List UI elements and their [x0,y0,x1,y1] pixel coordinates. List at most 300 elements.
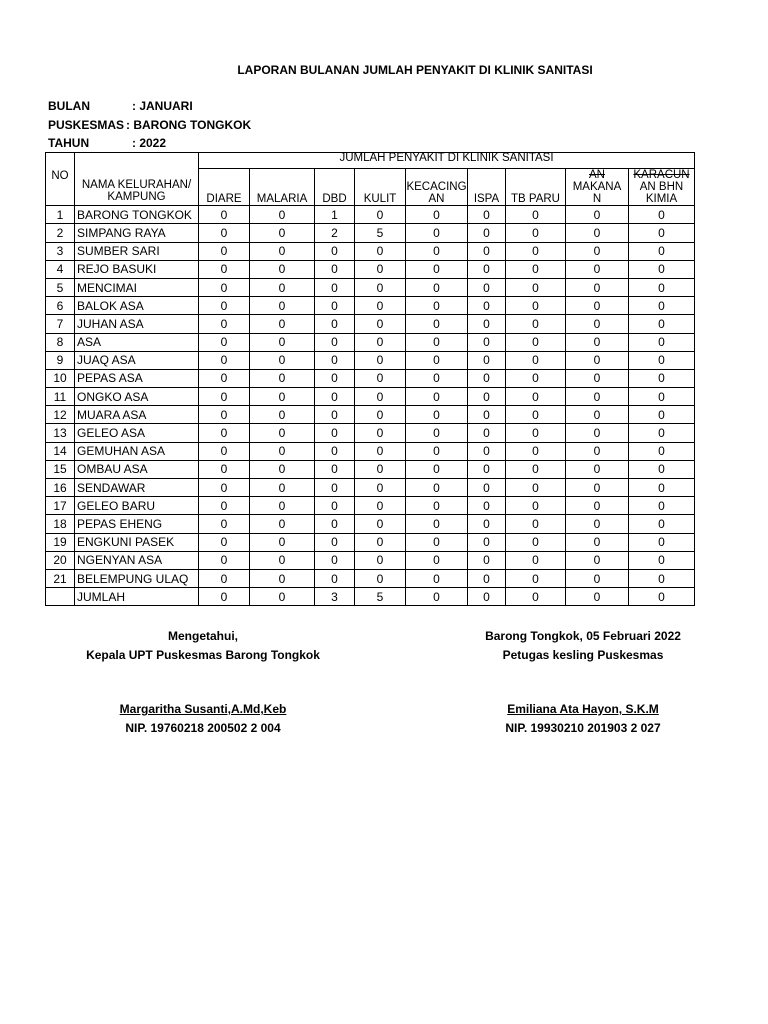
cell-diare: 0 [199,406,250,424]
row-no: 7 [46,315,75,333]
bulan-value: : JANUARI [132,99,193,113]
cell-diare: 0 [199,551,250,569]
cell-ispa: 0 [468,388,506,406]
cell-tbparu: 0 [506,406,566,424]
cell-kulit: 0 [355,260,406,278]
cell-dbd: 0 [315,406,355,424]
cell-dbd: 0 [315,388,355,406]
cell-kecacingan: 0 [406,260,468,278]
sig-right-line2: Petugas kesling Puskesmas [502,648,664,662]
cell-keracunan-makanan: 0 [566,242,629,260]
cell-malaria: 0 [250,260,315,278]
cell-keracunan-makanan: 0 [566,533,629,551]
row-name: ASA [75,333,199,351]
row-no: 5 [46,278,75,296]
row-name: BARONG TONGKOK [75,206,199,224]
total-keracunan-makanan: 0 [566,588,629,606]
table-row [46,224,695,242]
cell-keracunan-kimia: 0 [629,333,695,351]
cell-diare: 0 [199,297,250,315]
cell-keracunan-kimia: 0 [629,515,695,533]
row-no: 19 [46,533,75,551]
cell-ispa: 0 [468,569,506,587]
total-diare: 0 [199,588,250,606]
cell-keracunan-makanan: 0 [566,569,629,587]
cell-keracunan-makanan: 0 [566,315,629,333]
cell-keracunan-kimia: 0 [629,406,695,424]
cell-keracunan-makanan: 0 [566,278,629,296]
cell-keracunan-kimia: 0 [629,260,695,278]
total-keracunan-kimia: 0 [629,588,695,606]
cell-kecacingan: 0 [406,242,468,260]
cell-diare: 0 [199,206,250,224]
row-no: 9 [46,351,75,369]
cell-keracunan-kimia: 0 [629,388,695,406]
row-no: 2 [46,224,75,242]
row-no: 16 [46,479,75,497]
cell-diare: 0 [199,460,250,478]
cell-kecacingan: 0 [406,460,468,478]
cell-tbparu: 0 [506,224,566,242]
cell-kulit: 0 [355,533,406,551]
cell-ispa: 0 [468,224,506,242]
cell-kulit: 0 [355,315,406,333]
cell-keracunan-kimia: 0 [629,206,695,224]
col-kecacingan [406,169,468,206]
cell-malaria: 0 [250,479,315,497]
col-keracunan-kimia [629,169,695,206]
row-no: 14 [46,442,75,460]
cell-tbparu: 0 [506,297,566,315]
cell-dbd: 0 [315,369,355,387]
disease-table [45,152,695,606]
cell-malaria: 0 [250,297,315,315]
cell-keracunan-kimia: 0 [629,533,695,551]
cell-ispa: 0 [468,206,506,224]
cell-keracunan-makanan: 0 [566,497,629,515]
row-no: 12 [46,406,75,424]
col-tbparu: TB PARU [506,169,566,206]
cell-dbd: 0 [315,333,355,351]
cell-tbparu: 0 [506,242,566,260]
cell-kulit: 0 [355,424,406,442]
row-no: 6 [46,297,75,315]
cell-keracunan-makanan: 0 [566,515,629,533]
cell-malaria: 0 [250,351,315,369]
col-kecacingan-line2: AN [428,193,445,206]
table-row [46,533,695,551]
row-no: 4 [46,260,75,278]
row-name: ONGKO ASA [75,388,199,406]
cell-keracunan-makanan: 0 [566,460,629,478]
sig-left-name [78,702,328,716]
cell-ispa: 0 [468,242,506,260]
cell-tbparu: 0 [506,278,566,296]
sig-left-nip: NIP. 19760218 200502 2 004 [125,721,281,735]
table-row [46,406,695,424]
table-row [46,278,695,296]
cell-kulit: 0 [355,206,406,224]
cell-malaria: 0 [250,551,315,569]
cell-kulit: 0 [355,551,406,569]
total-kulit: 5 [355,588,406,606]
col-makanan-line1: AN [589,169,605,181]
cell-kecacingan: 0 [406,206,468,224]
cell-keracunan-kimia: 0 [629,424,695,442]
row-no: 10 [46,369,75,387]
cell-kecacingan: 0 [406,351,468,369]
cell-malaria: 0 [250,515,315,533]
col-dbd: DBD [315,169,355,206]
cell-diare: 0 [199,333,250,351]
row-name: MENCIMAI [75,278,199,296]
cell-malaria: 0 [250,533,315,551]
cell-kecacingan: 0 [406,442,468,460]
cell-malaria: 0 [250,388,315,406]
cell-ispa: 0 [468,297,506,315]
cell-tbparu: 0 [506,569,566,587]
cell-dbd: 0 [315,515,355,533]
table-row [46,442,695,460]
cell-tbparu: 0 [506,369,566,387]
cell-kecacingan: 0 [406,278,468,296]
cell-diare: 0 [199,533,250,551]
table-row [46,460,695,478]
puskesmas-value: : BARONG TONGKOK [126,118,252,132]
cell-keracunan-kimia: 0 [629,315,695,333]
sig-left-line2: Kepala UPT Puskesmas Barong Tongkok [86,648,320,662]
cell-tbparu: 0 [506,442,566,460]
cell-tbparu: 0 [506,315,566,333]
cell-keracunan-kimia: 0 [629,278,695,296]
cell-kecacingan: 0 [406,497,468,515]
table-row [46,497,695,515]
total-no [46,588,75,606]
cell-kulit: 0 [355,297,406,315]
cell-keracunan-kimia: 0 [629,224,695,242]
col-kecacingan-line1: KECACING [406,181,467,194]
cell-kecacingan: 0 [406,533,468,551]
cell-dbd: 0 [315,260,355,278]
cell-tbparu: 0 [506,533,566,551]
col-keracunan-makanan [566,169,629,206]
cell-keracunan-kimia: 0 [629,297,695,315]
table-row [46,333,695,351]
cell-kecacingan: 0 [406,369,468,387]
cell-dbd: 0 [315,424,355,442]
cell-ispa: 0 [468,551,506,569]
cell-tbparu: 0 [506,388,566,406]
sig-right-name-text: Emiliana Ata Hayon, S.K.M [507,702,659,716]
row-name: PEPAS EHENG [75,515,199,533]
row-no: 3 [46,242,75,260]
table-row [46,206,695,224]
row-no: 17 [46,497,75,515]
name-header-line1: NAMA KELURAHAN/ [81,179,192,192]
total-tbparu: 0 [506,588,566,606]
cell-dbd: 2 [315,224,355,242]
col-malaria: MALARIA [250,169,315,206]
cell-ispa: 0 [468,442,506,460]
table-row [46,242,695,260]
cell-keracunan-makanan: 0 [566,479,629,497]
table-row [46,369,695,387]
row-name: JUHAN ASA [75,315,199,333]
cell-tbparu: 0 [506,479,566,497]
cell-dbd: 0 [315,479,355,497]
sig-right-nip: NIP. 19930210 201903 2 027 [505,721,661,735]
cell-diare: 0 [199,278,250,296]
row-no: 11 [46,388,75,406]
total-dbd: 3 [315,588,355,606]
cell-keracunan-kimia: 0 [629,242,695,260]
cell-tbparu: 0 [506,460,566,478]
cell-malaria: 0 [250,242,315,260]
cell-dbd: 0 [315,533,355,551]
cell-kecacingan: 0 [406,551,468,569]
col-kimia-line1: KARACUN [633,169,690,181]
row-no: 1 [46,206,75,224]
cell-malaria: 0 [250,442,315,460]
cell-kecacingan: 0 [406,297,468,315]
cell-kecacingan: 0 [406,315,468,333]
row-name: SUMBER SARI [75,242,199,260]
cell-tbparu: 0 [506,515,566,533]
cell-keracunan-makanan: 0 [566,260,629,278]
row-name: GEMUHAN ASA [75,442,199,460]
cell-dbd: 0 [315,297,355,315]
cell-keracunan-kimia: 0 [629,442,695,460]
cell-dbd: 0 [315,315,355,333]
sig-right-name [458,702,708,716]
col-diare: DIARE [199,169,250,206]
cell-ispa: 0 [468,497,506,515]
table-row [46,479,695,497]
cell-keracunan-kimia: 0 [629,551,695,569]
cell-keracunan-makanan: 0 [566,351,629,369]
cell-keracunan-makanan: 0 [566,297,629,315]
cell-tbparu: 0 [506,497,566,515]
table-row [46,297,695,315]
tahun-label: TAHUN [48,136,90,150]
cell-kecacingan: 0 [406,406,468,424]
cell-keracunan-makanan: 0 [566,406,629,424]
total-row [46,588,695,606]
cell-keracunan-makanan: 0 [566,333,629,351]
row-name: JUAQ ASA [75,351,199,369]
table-row [46,388,695,406]
cell-kulit: 0 [355,497,406,515]
row-no: 13 [46,424,75,442]
sig-left-name-text: Margaritha Susanti,A.Md,Keb [119,702,287,716]
cell-malaria: 0 [250,569,315,587]
row-name: MUARA ASA [75,406,199,424]
cell-kecacingan: 0 [406,333,468,351]
cell-ispa: 0 [468,533,506,551]
cell-malaria: 0 [250,406,315,424]
info-puskesmas [48,118,251,132]
cell-malaria: 0 [250,315,315,333]
col-kimia-line3: KIMIA [645,193,678,206]
cell-diare: 0 [199,569,250,587]
row-no: 18 [46,515,75,533]
cell-diare: 0 [199,388,250,406]
sig-left-line1: Mengetahui, [167,629,238,643]
row-name: GELEO ASA [75,424,199,442]
cell-dbd: 0 [315,569,355,587]
cell-tbparu: 0 [506,424,566,442]
cell-malaria: 0 [250,333,315,351]
group-header: JUMLAH PENYAKIT DI KLINIK SANITASI [199,153,695,169]
row-name: NGENYAN ASA [75,551,199,569]
col-makanan-line2: MAKANA [572,181,622,194]
cell-kulit: 0 [355,569,406,587]
cell-diare: 0 [199,260,250,278]
cell-keracunan-kimia: 0 [629,569,695,587]
cell-keracunan-kimia: 0 [629,479,695,497]
cell-kulit: 0 [355,333,406,351]
cell-kecacingan: 0 [406,424,468,442]
cell-dbd: 0 [315,278,355,296]
table-body [46,206,695,606]
cell-dbd: 0 [315,497,355,515]
cell-kulit: 0 [355,442,406,460]
row-name: SIMPANG RAYA [75,224,199,242]
cell-keracunan-makanan: 0 [566,551,629,569]
cell-malaria: 0 [250,224,315,242]
cell-ispa: 0 [468,315,506,333]
row-name: BELEMPUNG ULAQ [75,569,199,587]
total-kecacingan: 0 [406,588,468,606]
row-name: SENDAWAR [75,479,199,497]
tahun-value: : 2022 [132,136,167,150]
cell-diare: 0 [199,497,250,515]
cell-dbd: 0 [315,460,355,478]
row-no: 20 [46,551,75,569]
cell-malaria: 0 [250,497,315,515]
cell-keracunan-makanan: 0 [566,369,629,387]
cell-diare: 0 [199,369,250,387]
cell-dbd: 0 [315,442,355,460]
cell-ispa: 0 [468,460,506,478]
table-row [46,315,695,333]
cell-kulit: 0 [355,406,406,424]
cell-kecacingan: 0 [406,569,468,587]
cell-kecacingan: 0 [406,515,468,533]
info-bulan [48,99,193,113]
table-row [46,424,695,442]
cell-kulit: 0 [355,388,406,406]
cell-dbd: 0 [315,351,355,369]
cell-keracunan-makanan: 0 [566,224,629,242]
cell-tbparu: 0 [506,333,566,351]
row-no: 8 [46,333,75,351]
row-name: REJO BASUKI [75,260,199,278]
cell-kulit: 0 [355,278,406,296]
row-no: 21 [46,569,75,587]
row-name: ENGKUNI PASEK [75,533,199,551]
cell-diare: 0 [199,424,250,442]
cell-malaria: 0 [250,278,315,296]
cell-dbd: 1 [315,206,355,224]
cell-tbparu: 0 [506,206,566,224]
cell-ispa: 0 [468,515,506,533]
cell-diare: 0 [199,315,250,333]
row-no: 15 [46,460,75,478]
row-name: PEPAS ASA [75,369,199,387]
cell-keracunan-kimia: 0 [629,460,695,478]
table-row [46,551,695,569]
cell-keracunan-makanan: 0 [566,424,629,442]
cell-malaria: 0 [250,460,315,478]
cell-ispa: 0 [468,333,506,351]
no-header: NO [46,153,75,206]
cell-malaria: 0 [250,206,315,224]
cell-diare: 0 [199,515,250,533]
cell-kulit: 0 [355,351,406,369]
row-name: BALOK ASA [75,297,199,315]
total-ispa: 0 [468,588,506,606]
table-row [46,569,695,587]
cell-dbd: 0 [315,551,355,569]
cell-kecacingan: 0 [406,224,468,242]
cell-kulit: 0 [355,460,406,478]
cell-tbparu: 0 [506,351,566,369]
sig-right-line1: Barong Tongkok, 05 Februari 2022 [485,629,681,643]
cell-ispa: 0 [468,424,506,442]
cell-tbparu: 0 [506,260,566,278]
col-makanan-line3: N [592,193,602,206]
row-name: GELEO BARU [75,497,199,515]
cell-diare: 0 [199,242,250,260]
cell-keracunan-kimia: 0 [629,369,695,387]
cell-ispa: 0 [468,278,506,296]
cell-kecacingan: 0 [406,479,468,497]
cell-malaria: 0 [250,369,315,387]
cell-malaria: 0 [250,424,315,442]
bulan-label: BULAN [48,99,90,113]
cell-kulit: 0 [355,242,406,260]
info-tahun [48,136,166,150]
cell-ispa: 0 [468,351,506,369]
cell-kulit: 0 [355,515,406,533]
name-header-line2: KAMPUNG [107,190,166,203]
cell-ispa: 0 [468,369,506,387]
cell-kulit: 0 [355,369,406,387]
row-name: OMBAU ASA [75,460,199,478]
puskesmas-label: PUSKESMAS [48,118,125,132]
report-title: LAPORAN BULANAN JUMLAH PENYAKIT DI KLINIK SANITASI [237,63,593,77]
cell-diare: 0 [199,442,250,460]
cell-ispa: 0 [468,479,506,497]
cell-keracunan-kimia: 0 [629,497,695,515]
cell-keracunan-makanan: 0 [566,206,629,224]
cell-ispa: 0 [468,406,506,424]
cell-tbparu: 0 [506,551,566,569]
table-row [46,515,695,533]
table-row [46,260,695,278]
total-malaria: 0 [250,588,315,606]
col-kulit: KULIT [355,169,406,206]
cell-kulit: 0 [355,479,406,497]
cell-dbd: 0 [315,242,355,260]
cell-keracunan-makanan: 0 [566,388,629,406]
table-row [46,351,695,369]
cell-kulit: 5 [355,224,406,242]
cell-keracunan-makanan: 0 [566,442,629,460]
cell-keracunan-kimia: 0 [629,351,695,369]
total-label: JUMLAH [75,588,199,606]
